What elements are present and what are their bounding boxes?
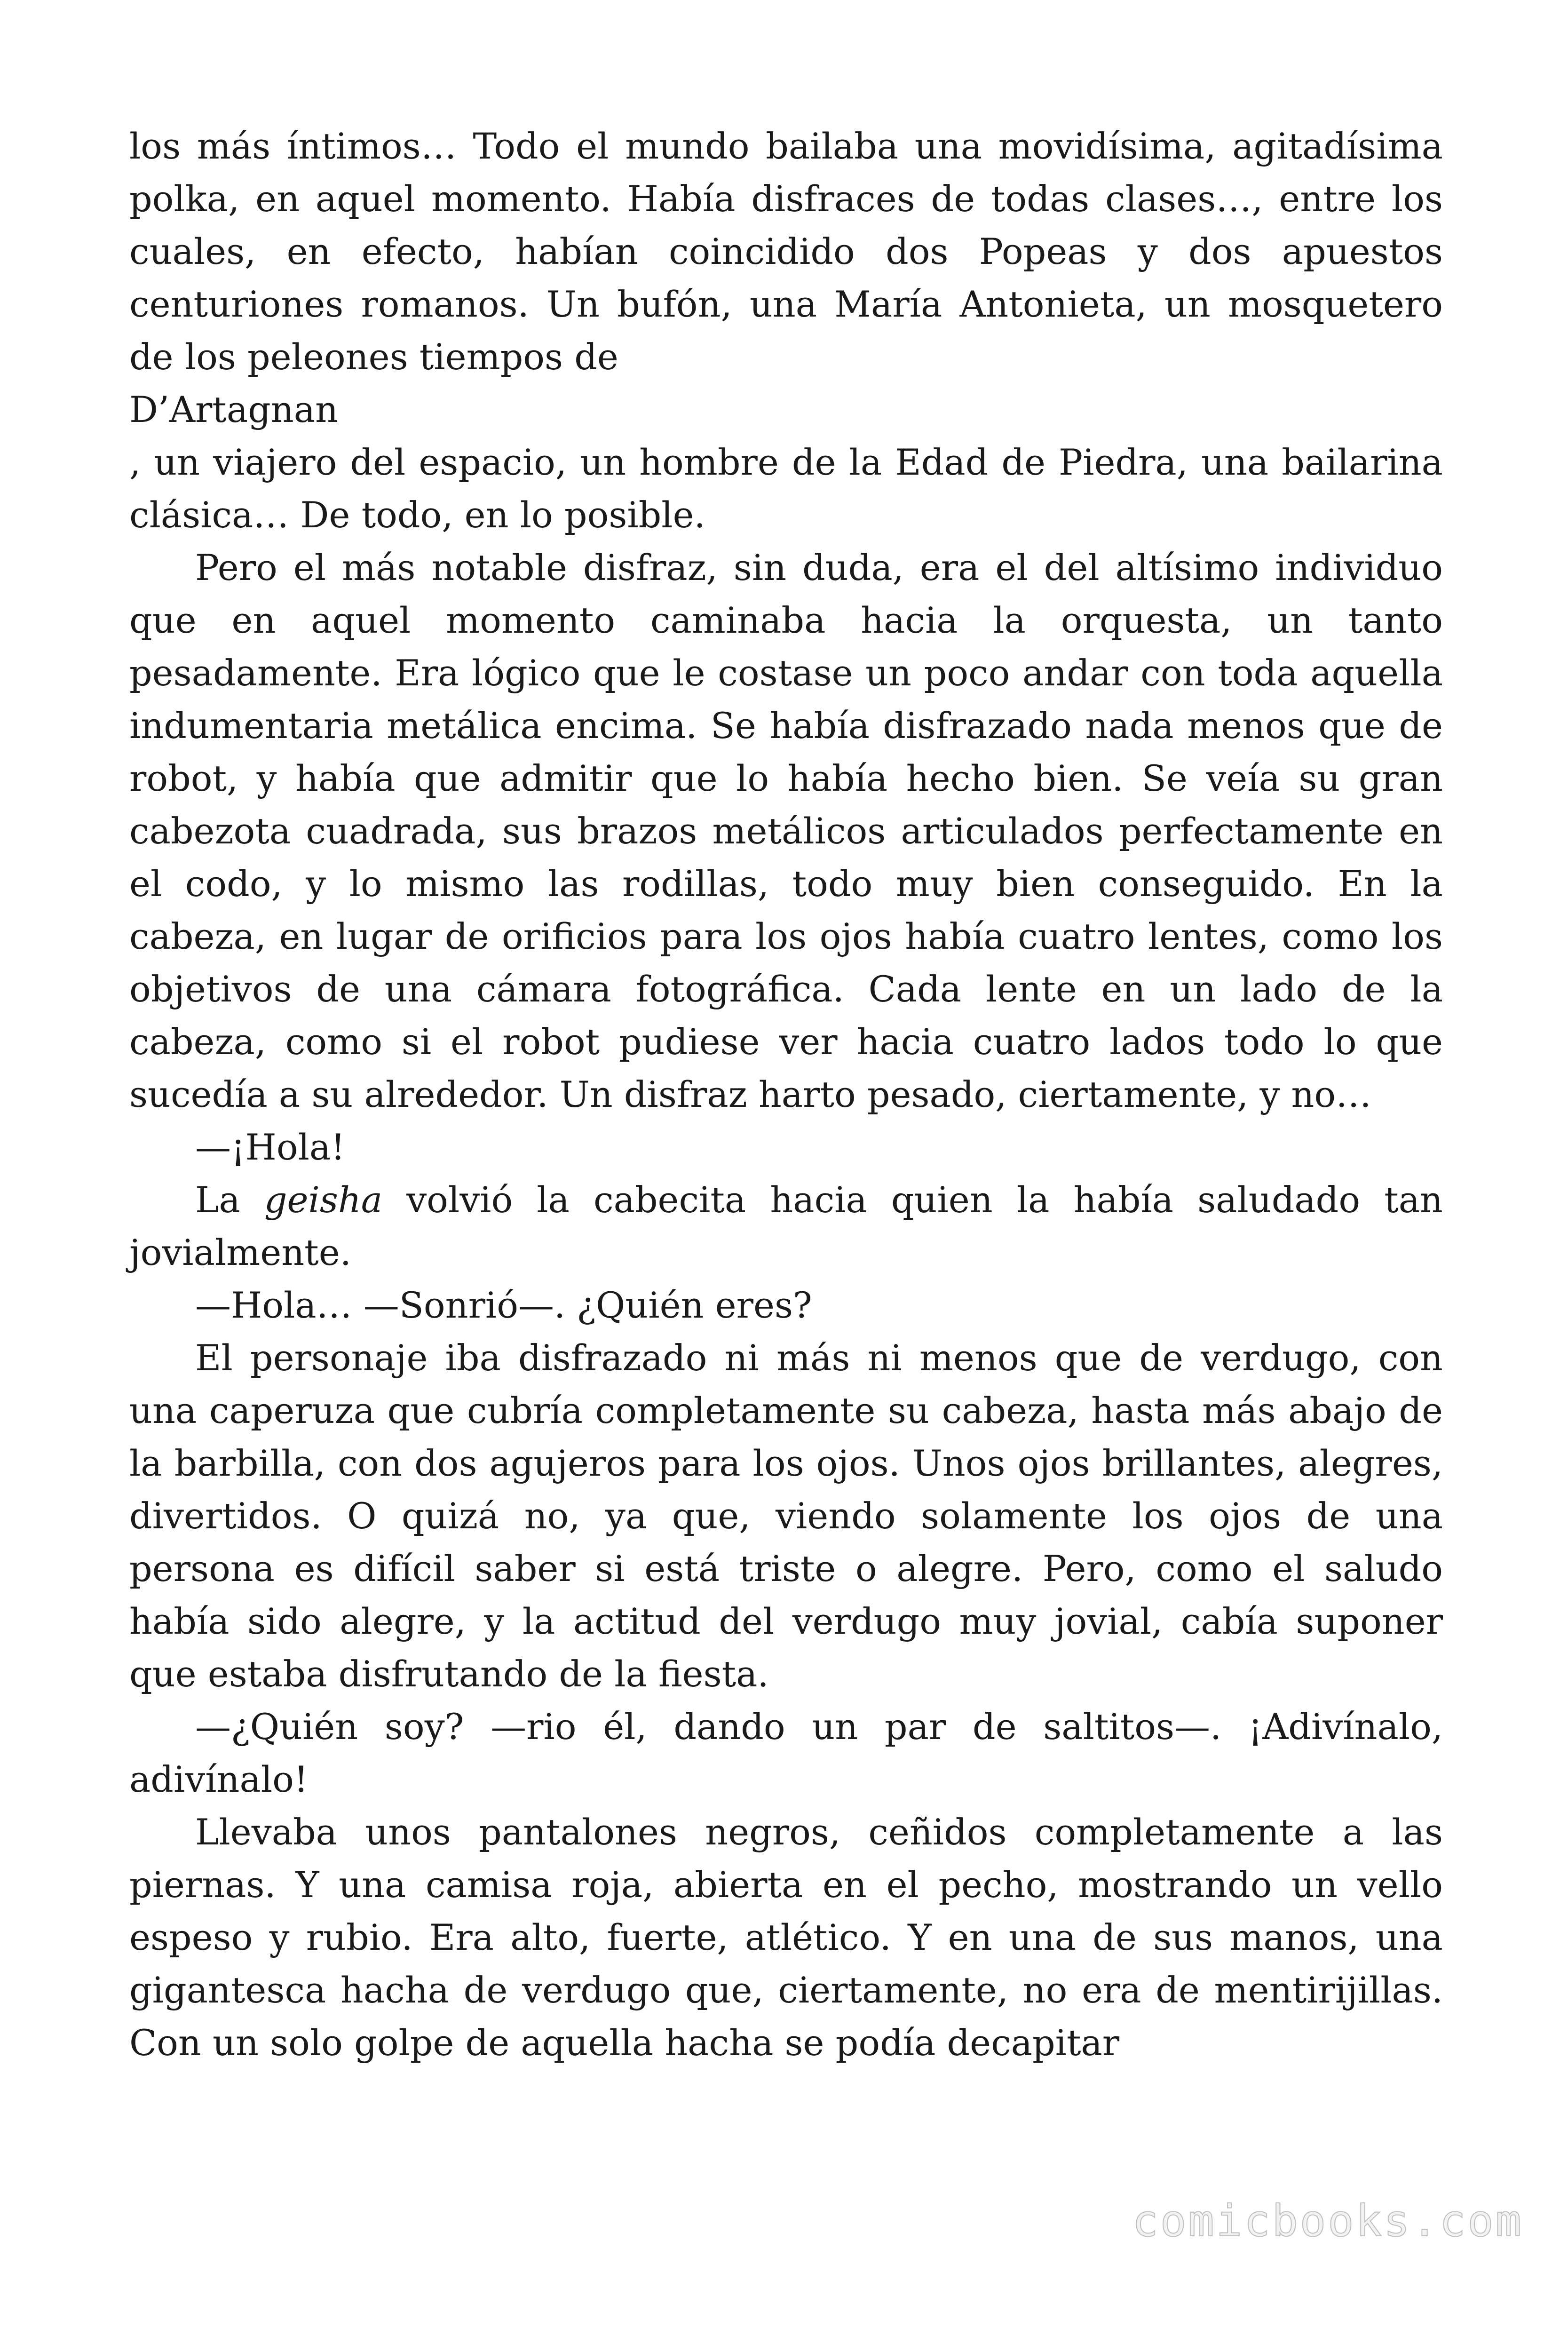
character-name-line: D’Artagnan <box>129 389 339 430</box>
paragraph-1-continuation: , un viajero del espacio, un hombre de la Edad de Piedra, una bailarina clásica… De todo, en lo posible. <box>129 441 1443 536</box>
dialogue-quien-eres: —Hola… —Sonrió—. ¿Quién eres? <box>195 1284 812 1326</box>
paragraph-verdugo: El personaje iba disfrazado ni más ni menos que de verdugo, con una caperuza que cubría completamente su cabeza, hasta más abajo de la barbilla, con dos agujeros para los ojos. Unos ojos brillantes, alegres, divertidos. O quizá no, ya que, viendo solamente los ojos de una persona es difícil saber si está triste o alegre. Pero, como el saludo había sido alegre, y la actitud del verdugo muy jovial, cabía suponer que estaba disfrutando de la fiesta. <box>129 1337 1443 1695</box>
paragraph-2: Pero el más notable disfraz, sin duda, era el del altísimo individuo que en aquel momento caminaba hacia la orquesta, un tanto pesadamente. Era lógico que le costase un poco andar con toda aquella indumentaria metálica encima. Se había disfrazado nada menos que de robot, y había que admitir que lo había hecho bien. Se veía su gran cabezota cuadrada, sus brazos metálicos articulados perfectamente en el codo, y lo mismo las rodillas, todo muy bien conseguido. En la cabeza, en lugar de orificios para los ojos había cuatro lentes, como los objetivos de una cámara fotográfica. Cada lente en un lado de la cabeza, como si el robot pudiese ver hacia cuatro lados todo lo que sucedía a su alrededor. Un disfraz harto pesado, ciertamente, y no… <box>129 547 1443 1115</box>
paragraph-1: los más íntimos… Todo el mundo bailaba una movidísima, agitadísima polka, en aquel momento. Había disfraces de todas clases…, entre los cuales, en efecto, habían coincidido dos Popeas y dos apuestos centuriones romanos. Un bufón, una María Antonieta, un mosquetero de los peleones tiempos de <box>129 125 1443 378</box>
paragraph-geisha-end: volvió la cabecita hacia quien la había saludado tan jovialmente. <box>129 1179 1443 1273</box>
book-page <box>129 120 1443 2069</box>
paragraph-geisha-start: La <box>195 1179 240 1221</box>
dialogue-adivinalo: —¿Quién soy? —rio él, dando un par de saltitos—. ¡Adivínalo, adivínalo! <box>129 1706 1443 1800</box>
paragraph-geisha <box>129 1174 1443 1279</box>
paragraph-pantalones: Llevaba unos pantalones negros, ceñidos completamente a las piernas. Y una camisa roja, abierta en el pecho, mostrando un vello espeso y rubio. Era alto, fuerte, atlético. Y en una de sus manos, una gigantesca hacha de verdugo que, ciertamente, no era de mentirijillas. Con un solo golpe de aquella hacha se podía decapitar <box>129 1811 1443 2064</box>
dialogue-hola: —¡Hola! <box>195 1126 345 1168</box>
watermark-text: comicbooks.com <box>1132 2196 1523 2246</box>
geisha-italic: geisha <box>264 1179 383 1221</box>
